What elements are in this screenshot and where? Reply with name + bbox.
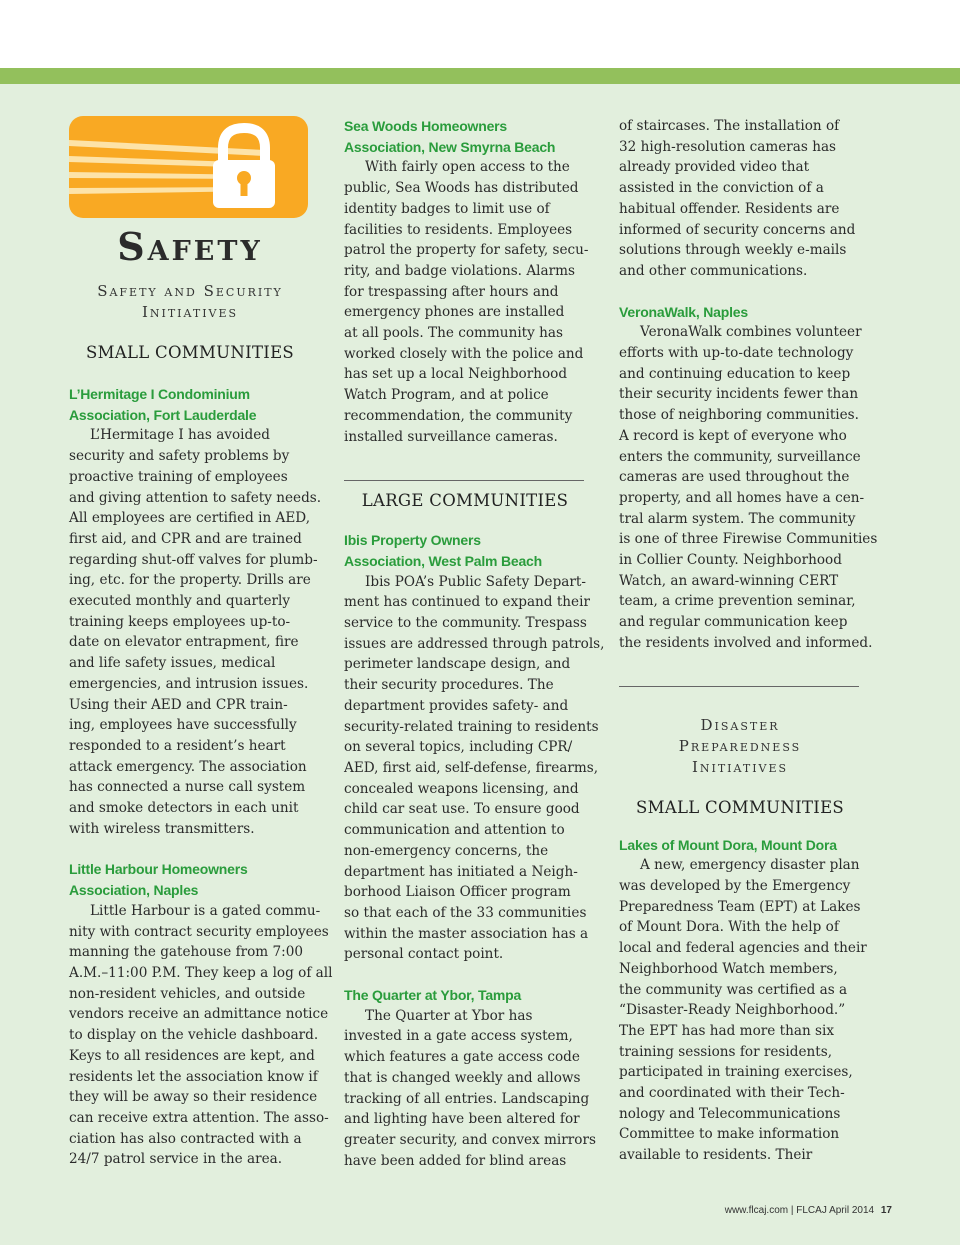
footer-url[interactable]: www.flcaj.com xyxy=(724,1205,789,1216)
text-line: have been added for blind areas xyxy=(344,1152,567,1169)
text-line: personal contact point. xyxy=(344,946,504,963)
text-line: and lighting have been altered for xyxy=(344,1111,580,1128)
text-line: those of neighboring communities. xyxy=(619,407,859,424)
text-line: rity, and badge violations. Alarms xyxy=(344,262,575,279)
text-line: and regular communication keep xyxy=(619,614,848,631)
text-line: greater security, and convex mirrors xyxy=(344,1131,596,1148)
text-line: their security procedures. The xyxy=(344,677,554,694)
section-heading-large-communities: LARGE COMMUNITIES xyxy=(361,491,569,511)
text-line: efforts with up-to-date technology xyxy=(619,345,854,362)
subtitle-line: Safety and Security xyxy=(97,282,283,300)
text-line: facilities to residents. Employees xyxy=(344,221,573,238)
text-line: has set up a local Neighborhood xyxy=(344,366,568,383)
text-line: identity badges to limit use of xyxy=(344,200,550,217)
text-line: communication and attention to xyxy=(344,822,565,839)
text-line: and life safety issues, medical xyxy=(69,655,276,672)
text-line: The Quarter at Ybor has xyxy=(365,1007,533,1024)
text-line: service to the community. Trespass xyxy=(344,615,587,632)
column-1 xyxy=(69,116,333,1170)
text-line: has connected a nurse call system xyxy=(69,779,306,796)
text-line: A new, emergency disaster plan xyxy=(640,857,860,874)
section-divider xyxy=(344,480,584,481)
text-line: residents let the association know if xyxy=(69,1068,318,1085)
text-line: responded to a resident’s heart xyxy=(69,737,286,754)
text-line: that is changed weekly and allows xyxy=(344,1069,581,1086)
text-line: assisted in the conviction of a xyxy=(619,180,824,197)
text-line: and smoke detectors in each unit xyxy=(69,800,299,817)
text-line: executed monthly and quarterly xyxy=(69,593,291,610)
text-line: their security incidents fewer than xyxy=(619,386,859,403)
text-line: The EPT has had more than six xyxy=(619,1022,835,1039)
text-line: cameras are used throughout the xyxy=(619,469,850,486)
heading-line: L’Hermitage I Condominium xyxy=(69,386,250,402)
text-line: Ibis POA’s Public Safety Depart- xyxy=(365,573,586,590)
text-line: security and safety problems by xyxy=(69,448,290,465)
heading-line: VeronaWalk, Naples xyxy=(619,303,748,320)
text-line: available to residents. Their xyxy=(619,1147,813,1164)
text-line: first aid, and CPR and are trained xyxy=(69,530,302,547)
text-line: All employees are certified in AED, xyxy=(69,510,311,527)
text-line: informed of security concerns and xyxy=(619,221,856,238)
text-line: invested in a gate access system, xyxy=(344,1028,573,1045)
column-3 xyxy=(619,116,878,1166)
text-line: non-resident vehicles, and outside xyxy=(69,985,306,1002)
text-line: enters the community, surveillance xyxy=(619,448,861,465)
text-line: public, Sea Woods has distributed xyxy=(344,180,579,197)
text-line: already provided video that xyxy=(619,159,810,176)
column-2 xyxy=(344,116,605,1171)
text-line: training sessions for residents, xyxy=(619,1043,833,1060)
text-line: is one of three Firewise Communities xyxy=(619,531,878,548)
text-line: proactive training of employees xyxy=(69,468,288,485)
text-line: at all pools. The community has xyxy=(344,325,563,342)
text-line: A record is kept of everyone who xyxy=(619,427,847,444)
text-line: Preparedness Team (EPT) at Lakes xyxy=(619,898,861,915)
text-line: with wireless transmitters. xyxy=(69,820,255,837)
text-line: L’Hermitage I has avoided xyxy=(90,427,270,444)
text-line: emergency phones are installed xyxy=(344,304,565,321)
text-line: and giving attention to safety needs. xyxy=(69,489,322,506)
section-heading-small-communities: SMALL COMMUNITIES xyxy=(635,797,845,817)
heading-line: Lakes of Mount Dora, Mount Dora xyxy=(619,836,837,853)
heading-line: Association, West Palm Beach xyxy=(344,552,542,569)
text-line: which features a gate access code xyxy=(344,1049,580,1066)
green-header-bar xyxy=(0,68,960,84)
text-line: ciation has also contracted with a xyxy=(69,1130,302,1147)
text-line: of Mount Dora. With the help of xyxy=(619,919,839,936)
text-line: security-related training to residents xyxy=(344,718,599,735)
title-line: Preparedness xyxy=(678,736,802,755)
text-line: nity with contract security employees xyxy=(69,923,329,940)
heading-line: The Quarter at Ybor, Tampa xyxy=(344,987,522,1004)
text-line: within the master association has a xyxy=(344,925,589,942)
text-line: ment has continued to expand their xyxy=(344,594,590,611)
text-line: the residents involved and informed. xyxy=(619,634,873,651)
text-line: so that each of the 33 communities xyxy=(344,904,587,921)
text-line: nology and Telecommunications xyxy=(619,1105,841,1122)
text-line: child car seat use. To ensure good xyxy=(344,801,580,818)
text-line: participated in training exercises, xyxy=(619,1064,853,1081)
text-line: for trespassing after hours and xyxy=(344,283,559,300)
page-footer xyxy=(725,1205,892,1216)
article-heading xyxy=(69,859,311,900)
text-line: can receive extra attention. The asso- xyxy=(69,1109,329,1126)
text-line: Committee to make information xyxy=(619,1126,840,1143)
text-line: recommendation, the community xyxy=(344,407,573,424)
text-line: emergencies, and intrusion issues. xyxy=(69,675,309,692)
text-line: worked closely with the police and xyxy=(344,345,584,362)
text-line: ing, employees have successfully xyxy=(69,717,297,734)
text-line: habitual offender. Residents are xyxy=(619,200,840,217)
text-line: ing, etc. for the property. Drills are xyxy=(69,572,311,589)
heading-line: Association, Fort Lauderdale xyxy=(69,406,257,423)
article-heading xyxy=(69,384,311,425)
text-line: Using their AED and CPR train- xyxy=(69,696,288,713)
text-line: concealed weapons licensing, and xyxy=(344,780,579,797)
article-body xyxy=(69,901,333,1170)
article-heading xyxy=(344,985,586,1006)
article-heading xyxy=(619,302,861,323)
text-line: tral alarm system. The community xyxy=(619,510,856,527)
article-body xyxy=(344,572,605,965)
text-line: department provides safety- and xyxy=(344,697,569,714)
text-line: local and federal agencies and their xyxy=(619,940,867,957)
section-heading-small-communities: SMALL COMMUNITIES xyxy=(85,343,295,362)
heading-line: Association, Naples xyxy=(69,882,199,899)
text-line: team, a crime prevention seminar, xyxy=(619,593,856,610)
text-line: AED, first aid, self-defense, firearms, xyxy=(344,759,599,776)
text-line: and continuing education to keep xyxy=(619,365,851,382)
text-line: With fairly open access to the xyxy=(365,159,570,176)
text-line: Little Harbour is a gated commu- xyxy=(90,902,321,919)
footer-separator: | xyxy=(790,1205,797,1216)
article-body xyxy=(619,855,867,1166)
article-body xyxy=(69,425,322,839)
article-body-continued xyxy=(619,116,861,282)
text-line: the community was certified as a xyxy=(619,981,848,998)
text-line: regarding shut-off valves for plumb- xyxy=(69,551,318,568)
text-line: was developed by the Emergency xyxy=(619,877,851,894)
heading-line: Sea Woods Homeowners xyxy=(344,118,508,134)
top-margin xyxy=(0,0,960,68)
heading-line: Association, New Smyrna Beach xyxy=(344,138,556,155)
text-line: Neighborhood Watch members, xyxy=(619,960,838,977)
subtitle-line: Initiatives xyxy=(141,303,239,321)
heading-line: Ibis Property Owners xyxy=(344,532,481,549)
article-body xyxy=(619,322,878,653)
text-line: A.M.–11:00 P.M. They keep a log of all xyxy=(69,964,333,981)
page-number: 17 xyxy=(880,1205,892,1216)
text-line: non-emergency concerns, the xyxy=(344,842,549,859)
disaster-preparedness-title xyxy=(619,715,861,778)
text-line: date on elevator entrapment, fire xyxy=(69,634,299,651)
text-line: department has initiated a Neigh- xyxy=(344,863,578,880)
text-line: of staircases. The installation of xyxy=(619,118,840,134)
text-line: in Collier County. Neighborhood xyxy=(619,552,842,569)
text-line: issues are addressed through patrols, xyxy=(344,635,605,652)
text-line: Keys to all residences are kept, and xyxy=(69,1047,315,1064)
footer-date: April 2014 xyxy=(829,1205,875,1216)
article-body xyxy=(344,157,589,447)
text-line: patrol the property for safety, secu- xyxy=(344,242,589,259)
padlock-icon xyxy=(69,116,308,218)
heading-line: Little Harbour Homeowners xyxy=(69,861,248,878)
text-line: 32 high-resolution cameras has xyxy=(619,138,837,155)
footer-publication: FLCAJ xyxy=(796,1205,827,1216)
section-divider xyxy=(619,686,859,687)
text-line: solutions through weekly e-mails xyxy=(619,242,847,259)
article-body xyxy=(344,1006,596,1172)
text-line: installed surveillance cameras. xyxy=(344,428,558,445)
article-heading xyxy=(344,530,586,571)
text-line: tracking of all entries. Landscaping xyxy=(344,1090,590,1107)
text-line: to display on the vehicle dashboard. xyxy=(69,1027,319,1044)
section-title-safety: Safety xyxy=(117,224,263,269)
text-line: Watch Program, and at police xyxy=(344,387,549,404)
text-line: they will be away so their residence xyxy=(69,1089,318,1106)
title-line: Disaster xyxy=(700,715,780,734)
text-line: attack emergency. The association xyxy=(69,758,307,775)
safety-banner xyxy=(69,116,308,218)
text-line: borhood Liaison Officer program xyxy=(344,884,571,901)
text-line: “Disaster-Ready Neighborhood.” xyxy=(619,1002,846,1019)
title-line: Initiatives xyxy=(691,757,789,776)
text-line: training keeps employees up-to- xyxy=(69,613,291,630)
text-line: on several topics, including CPR/ xyxy=(344,739,573,756)
text-line: property, and all homes have a cen- xyxy=(619,489,865,506)
article-heading xyxy=(344,116,586,157)
text-line: and other communications. xyxy=(619,262,808,279)
text-line: manning the gatehouse from 7:00 xyxy=(69,944,304,961)
safety-subtitle xyxy=(69,281,311,323)
article-heading xyxy=(619,835,861,856)
text-line: and coordinated with their Tech- xyxy=(619,1085,845,1102)
text-line: vendors receive an admittance notice xyxy=(69,1006,329,1023)
text-line: perimeter landscape design, and xyxy=(344,656,571,673)
text-line: 24/7 patrol service in the area. xyxy=(69,1151,283,1168)
text-line: VeronaWalk combines volunteer xyxy=(640,324,862,341)
text-line: Watch, an award-winning CERT xyxy=(619,572,839,589)
